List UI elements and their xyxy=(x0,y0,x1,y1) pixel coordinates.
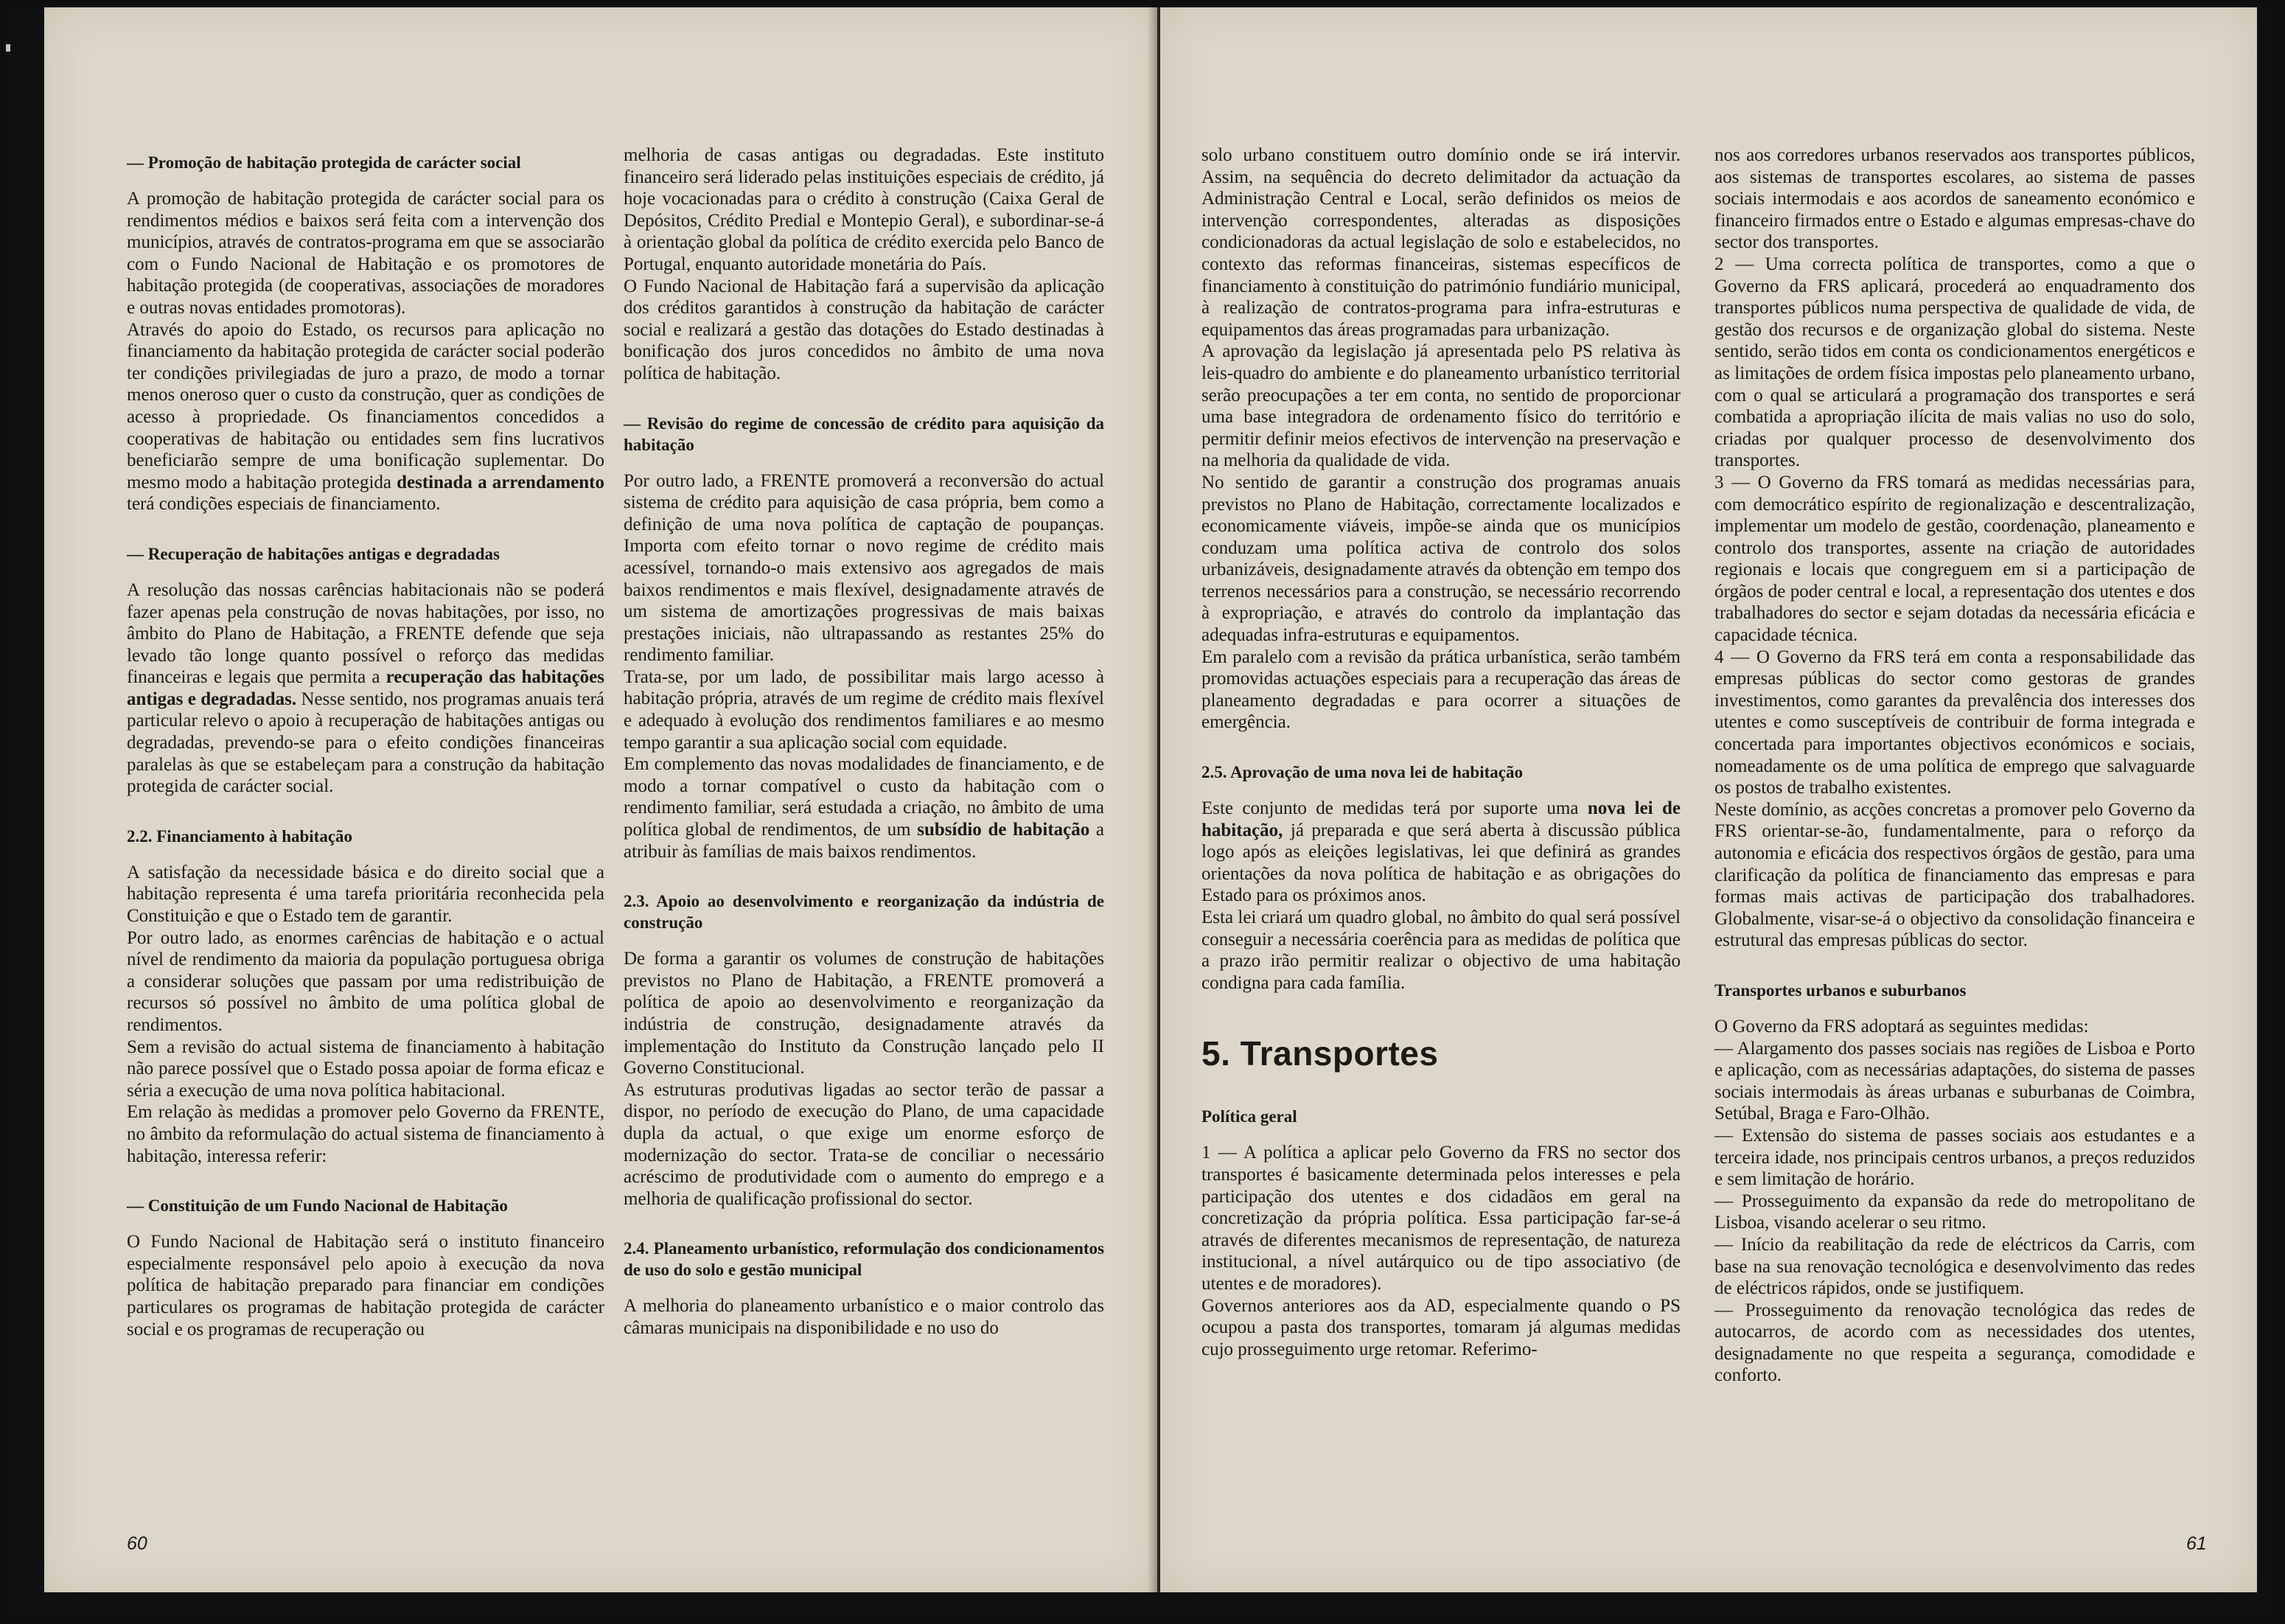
list-item: — Prosseguimento da expansão da rede do metropolitano de Lisboa, visando acelerar o seu ritmo. xyxy=(1714,1191,2195,1233)
heading-apoio: 2.3. Apoio ao desenvolvimento e reorganização da indústria de construção xyxy=(624,892,1104,933)
paragraph: A satisfação da necessidade básica e do direito social que a habitação representa é uma tarefa prioritária reconhecida pela Constituição e que o Estado tem de garantir. xyxy=(127,862,604,927)
bold-phrase: subsídio de habitação xyxy=(917,820,1090,840)
heading-fundo: — Constituição de um Fundo Nacional de Habitação xyxy=(127,1196,508,1216)
paragraph: Neste domínio, as acções concretas a promover pelo Governo da FRS orientar-se-ão, fundamentalmente, para o reforço da autonomia e eficácia dos respectivos órgãos de gestão, para uma clarificação da política de financiamento das empresas e para formas mais activas de participação dos trabalhadores. Globalmente, visar-se-á o objectivo da consolidação financeira e estrutural das empresas públicas do sector. xyxy=(1714,799,2195,951)
paragraph: solo urbano constituem outro domínio onde se irá intervir. Assim, na sequência do decreto delimitador da actuação da Administração Central e Local, serão definidos os meios de intervenção correspondentes, alteradas as disposições condicionadoras da actual legislação de solo e estabelecidos, no contexto das reformas financeiras, sistemas específicos de financiamento à constituição do património fundiário municipal, à realização de contratos-programa para infra-estruturas e equipamentos das áreas programadas para urbanização. xyxy=(1201,145,1681,340)
page-number-right: 61 xyxy=(2186,1533,2207,1554)
list-item: — Alargamento dos passes sociais nas regiões de Lisboa e Porto e aplicação, com as necessárias adaptações, do sistema de passes sociais intermodais às áreas urbanas e suburbanas de Coimbra, Setúbal, Braga e Faro-Olhão. xyxy=(1714,1038,2195,1124)
paragraph: Trata-se, por um lado, de possibilitar mais largo acesso à habitação própria, através de um regime de crédito mais flexível e adequado à evolução dos rendimentos familiares e ao mesmo tempo garantir a sua aplicação social com equidade. xyxy=(624,666,1104,753)
paragraph: O Fundo Nacional de Habitação fará a supervisão da aplicação dos créditos garantidos à construção da habitação de carácter social e realizará a gestão das dotações do Estado destinadas à bonificação dos juros concedidos no âmbito de uma nova política de habitação. xyxy=(624,276,1104,383)
bold-phrase: nova lei de habitação, xyxy=(1201,798,1681,840)
paragraph: 2 — Uma correcta política de transportes, como a que o Governo da FRS aplicará, procederá ao enquadramento dos transportes públicos numa perspectiva de qualidade de vida, de gestão dos recursos e de organização global do sistema. Neste sentido, serão tidos em conta os condicionamentos energéticos e as limitações de ordem física impostas pelo planeamento urbano, com o qual se articulará a programação dos transportes e será combatida a apropriação ilícita de mais valias no uso do solo, criadas por qualquer processo de desenvolvimento dos transportes. xyxy=(1714,254,2195,471)
page-number-left: 60 xyxy=(127,1533,147,1554)
paragraph: No sentido de garantir a construção dos programas anuais previstos no Plano de Habitação, correctamente localizados e economicamente viáveis, impõe-se ainda que os municípios conduzam uma política activa de controlo dos solos urbanizáveis, designadamente através da obtenção em tempo dos terrenos necessários para a construção, se necessário recorrendo à expropriação, e através do controlo da implantação das adequadas infra-estruturas e equipamentos. xyxy=(1201,472,1681,646)
right-page-column-1 xyxy=(1201,144,1681,1360)
bold-phrase: destinada a arrendamento xyxy=(397,472,604,492)
heading-revisao: — Revisão do regime de concessão de crédito para aquisição da habitação xyxy=(624,414,1104,454)
list-item: — Extensão do sistema de passes sociais aos estudantes e a terceira idade, nos principais centros urbanos, a preços reduzidos e sem limitação de horário. xyxy=(1714,1125,2195,1190)
right-page-column-2 xyxy=(1714,144,2195,1387)
heading-promocao: — Promoção de habitação protegida de carácter social xyxy=(127,153,521,172)
heading-planeamento: 2.4. Planeamento urbanístico, reformulação dos condicionamentos de uso do solo e gestão municipal xyxy=(624,1239,1104,1280)
paragraph: A promoção de habitação protegida de carácter social para os rendimentos médios e baixos será feita com a intervenção dos municípios, através de contratos-programa em que se associarão com o Fundo Nacional de Habitação e os promotores de habitação protegida (de cooperativas, associações de moradores e outras novas entidades promotoras). xyxy=(127,189,604,318)
bold-phrase: recuperação das habitações antigas e degradadas. xyxy=(127,667,604,709)
paragraph: 3 — O Governo da FRS tomará as medidas necessárias para, com democrático espírito de regionalização e descentralização, implementar um modelo de gestão, coordenação, planeamento e controlo dos transportes, assente na criação de autoridades regionais e locais que congreguem em si a participação de órgãos de poder central e local, a representação dos utentes e dos trabalhadores do sector e sejam dotadas da necessária eficácia e capacidade técnica. xyxy=(1714,472,2195,646)
paragraph: As estruturas produtivas ligadas ao sector terão de passar a dispor, no período de execução do Plano, de uma capacidade dupla da actual, o que exige um enorme esforço de modernização do sector. Trata-se de conciliar o necessário acréscimo de produtividade com o aumento do emprego e a melhoria de qualificação profissional do sector. xyxy=(624,1079,1104,1209)
paragraph: nos aos corredores urbanos reservados aos transportes públicos, aos sistemas de transportes escolares, ao sistema de passes sociais intermodais e aos acordos de saneamento económico e financeiro firmados entre o Estado e algumas empresas-chave do sector dos transportes. xyxy=(1714,145,2195,253)
paragraph: Governos anteriores aos da AD, especialmente quando o PS ocupou a pasta dos transportes, tomaram já algumas medidas cujo prosseguimento urge retomar. Referimo- xyxy=(1201,1295,1681,1359)
paragraph: 4 — O Governo da FRS terá em conta a responsabilidade das empresas públicas do sector como gestoras de grandes investimentos, como garantes da prevalência dos interesses dos utentes e como susceptíveis de contribuir de forma integrada e concertada para importantes objectivos económicos e sociais, nomeadamente os de uma política de emprego que salvaguarde os postos de trabalho existentes. xyxy=(1714,647,2195,798)
heading-financiamento: 2.2. Financiamento à habitação xyxy=(127,826,353,846)
heading-recuperacao: — Recuperação de habitações antigas e degradadas xyxy=(127,544,500,563)
paragraph: A aprovação da legislação já apresentada pelo PS relativa às leis-quadro do ambiente e do planeamento urbanístico territorial serão preocupações a ter em conta, no sentido de proporcionar uma base integradora de ordenamento físico do território e permitir definir meios efectivos de intervenção na preservação e na melhoria da qualidade de vida. xyxy=(1201,341,1681,471)
paragraph: De forma a garantir os volumes de construção de habitações previstos no Plano de Habitação, a FRENTE promoverá a política de apoio ao desenvolvimento e reorganização da indústria de construção, designadamente através da implementação do Instituto da Construção lançado pelo II Governo Constitucional. xyxy=(624,949,1104,1078)
paragraph: Esta lei criará um quadro global, no âmbito do qual será possível conseguir a necessária coerência para as medidas de política que a prazo irão permitir realizar o objectivo de uma habitação condigna para cada família. xyxy=(1201,907,1681,993)
edge-mark xyxy=(6,44,10,52)
paragraph: Este conjunto de medidas terá por suporte uma nova lei de habitação, já preparada e que será aberta à discussão pública logo após as eleições legislativas, lei que definirá as grandes orientações da nova política de habitação e as obrigações do Estado para os próximos anos. xyxy=(1201,798,1681,906)
section-title-transportes: 5. Transportes xyxy=(1201,1034,1439,1073)
book-spread xyxy=(6,3,2279,1621)
paragraph: Em paralelo com a revisão da prática urbanística, serão também promovidas actuações especiais para a recuperação das áreas de planeamento degradadas e para ocorrer a situações de emergência. xyxy=(1201,647,1681,733)
paragraph: O Governo da FRS adoptará as seguintes medidas: xyxy=(1714,1016,2089,1036)
paragraph: Por outro lado, as enormes carências de habitação e o actual nível de rendimento da maioria da população portuguesa obriga a considerar soluções que passam por uma redistribuição de recursos só possível no âmbito de uma política global de rendimentos. xyxy=(127,927,604,1035)
list-item: — Prosseguimento da renovação tecnológica das redes de autocarros, de acordo com as necessidades dos utentes, designadamente no que respeita a segurança, comodidade e conforto. xyxy=(1714,1300,2195,1386)
left-page-column-2 xyxy=(624,144,1104,1339)
paragraph: Em complemento das novas modalidades de financiamento, e de modo a tornar compatível o custo da habitação com o rendimento familiar, será estudada a criação, no âmbito de uma política global de rendimentos, de um subsídio de habitação a atribuir às famílias de mais baixos rendimentos. xyxy=(624,754,1104,862)
paragraph: Através do apoio do Estado, os recursos para aplicação no financiamento da habitação protegida de carácter social poderão ter condições privilegiadas de juro a prazo, de modo a tornar menos oneroso quer o custo da construção, quer as condições de acesso à propriedade. Os financiamentos concedidos a cooperativas de habitação ou entidades sem fins lucrativos beneficiarão sempre de uma bonificação suplementar. Do mesmo modo a habitação protegida destinada a arrendamento terá condições especiais de financiamento. xyxy=(127,319,604,515)
paragraph: Sem a revisão do actual sistema de financiamento à habitação não parece possível que o Estado possa apoiar de forma eficaz e séria a execução de uma nova política habitacional. xyxy=(127,1036,604,1101)
right-page xyxy=(1160,7,2257,1592)
paragraph: A resolução das nossas carências habitacionais não se poderá fazer apenas pela construção de novas habitações, por isso, no âmbito do Plano de Habitação, a FRENTE defende que seja levado tão longe quanto possível o reforço das medidas financeiras e legais que permita a recuperação das habitações antigas e degradadas. Nesse sentido, nos programas anuais terá particular relevo o apoio à recuperação de habitações antigas ou degradadas, prevendo-se para o efeito condições financeiras paralelas às que se estabeleçam para a construção da habitação protegida de carácter social. xyxy=(127,579,605,797)
paragraph: Em relação às medidas a promover pelo Governo da FRENTE, no âmbito da reformulação do actual sistema de financiamento à habitação, interessa referir: xyxy=(127,1102,604,1166)
list-item: — Início da reabilitação da rede de eléctricos da Carris, com base na sua renovação tecnológica e desenvolvimento das redes de eléctricos rápidos, onde se justifiquem. xyxy=(1714,1234,2195,1299)
heading-lei: 2.5. Aprovação de uma nova lei de habitação xyxy=(1201,763,1523,782)
left-page xyxy=(44,7,1157,1592)
heading-transportes-urbanos: Transportes urbanos e suburbanos xyxy=(1714,980,1967,1000)
paragraph: melhoria de casas antigas ou degradadas. Este instituto financeiro será liderado pelas instituições especiais de crédito, já hoje vocacionadas para o crédito à construção (Caixa Geral de Depósitos, Crédito Predial e Montepio Geral), e subordinar-se-á à orientação global da política de crédito exercida pelo Banco de Portugal, enquanto autoridade monetária do País. xyxy=(624,145,1104,274)
paragraph: 1 — A política a aplicar pelo Governo da FRS no sector dos transportes é basicamente determinada pelos interesses e pela participação dos utentes e dos cidadãos em geral na concretização da própria política. Essa participação far-se-á através de diferentes mecanismos de representação, de natureza institucional, a nível autárquico ou de tipo associativo (de utentes e de moradores). xyxy=(1201,1143,1681,1294)
heading-politica-geral: Política geral xyxy=(1201,1107,1297,1126)
paragraph: O Fundo Nacional de Habitação será o instituto financeiro especialmente responsável pelo apoio à execução da nova política de habitação preparado para financiar em condições particulares os programas de habitação protegida de carácter social e os programas de recuperação ou xyxy=(127,1232,604,1339)
paragraph: A melhoria do planeamento urbanístico e o maior controlo das câmaras municipais na disponibilidade e no uso do xyxy=(624,1296,1104,1338)
paragraph: Por outro lado, a FRENTE promoverá a reconversão do actual sistema de crédito para aquisição de casa própria, bem como a definição de uma nova política de captação de poupanças. Importa com efeito tornar o novo regime de crédito mais acessível, tornando-o mais extensivo aos agregados de mais baixos rendimentos e mais flexível, designadamente através de um sistema de amortizações progressivas de mais baixas prestações iniciais, não ultrapassando as restantes 25% do rendimento familiar. xyxy=(624,470,1104,666)
left-page-column-1 xyxy=(127,152,604,1340)
